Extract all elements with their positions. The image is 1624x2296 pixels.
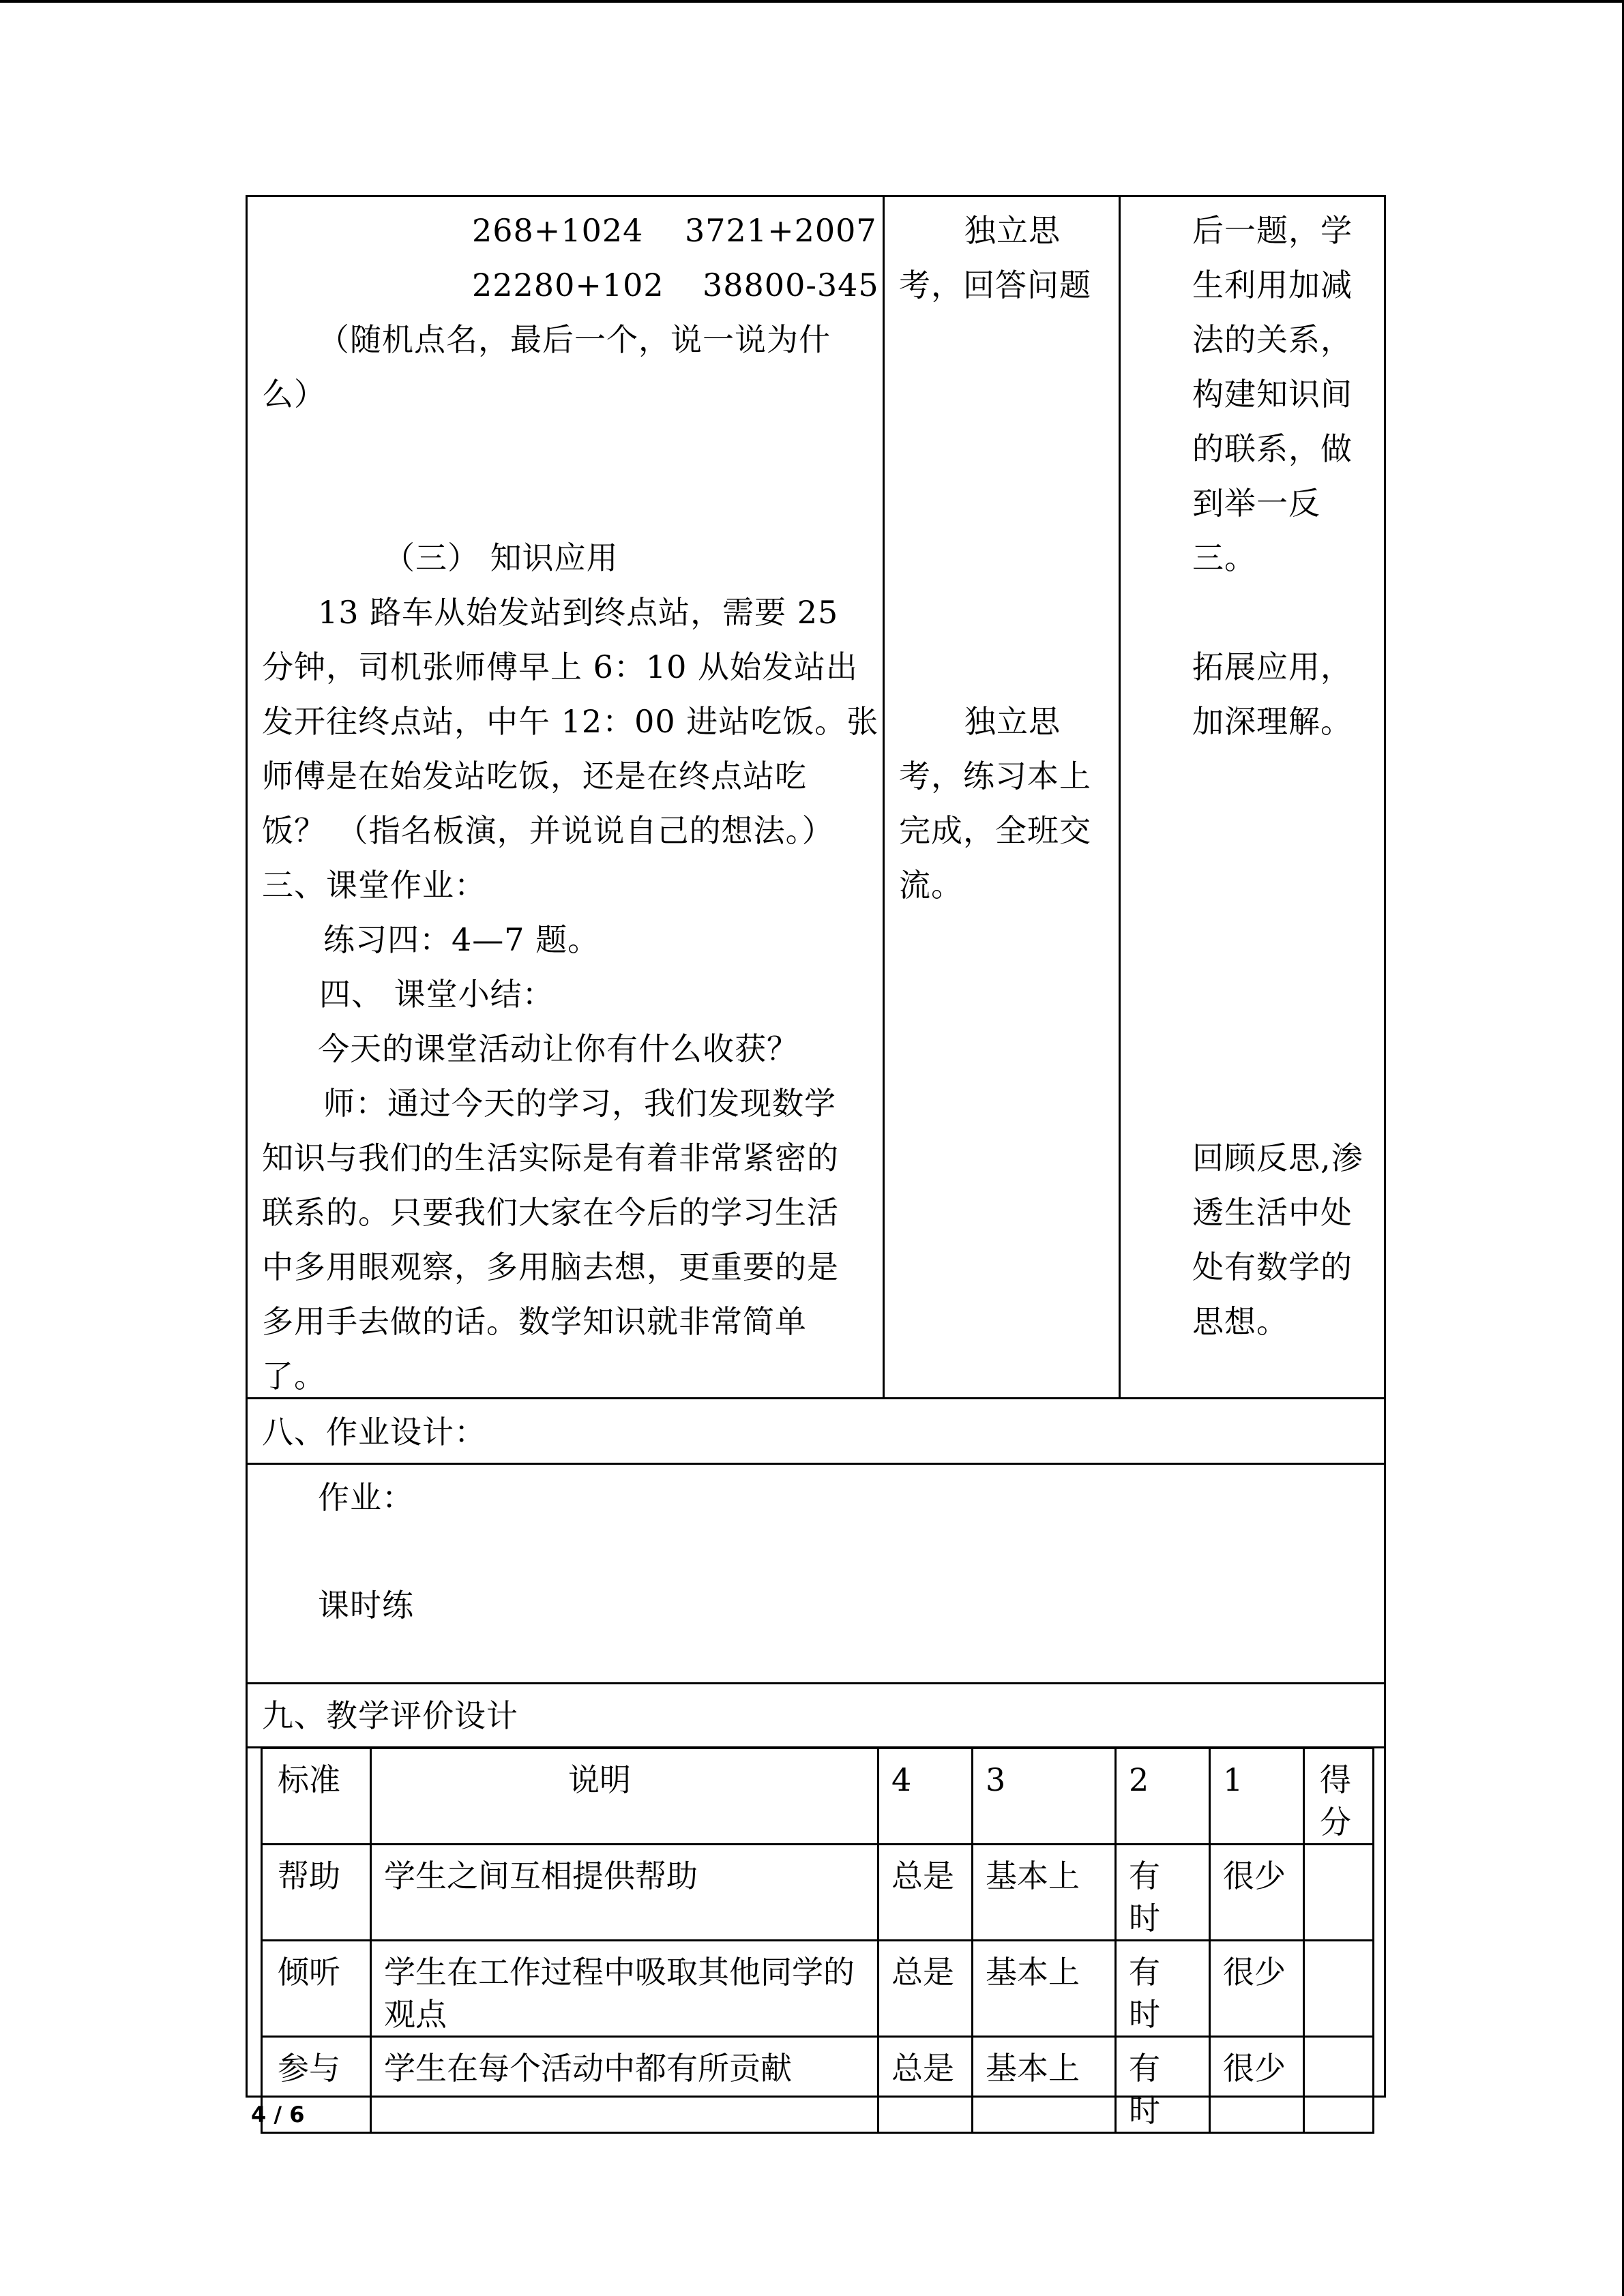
evaluation-table [261, 1747, 1374, 2134]
table-row [262, 1845, 1374, 1941]
homework-item: 练习四：4—7 题。 [323, 921, 600, 958]
level-cell: 有时 [1116, 2037, 1210, 2133]
header-score-1: 1 [1210, 1748, 1304, 1845]
header-score-4: 4 [879, 1748, 973, 1845]
student-activity-line: 考，回答问题 [899, 267, 1091, 303]
header-score-2: 2 [1116, 1748, 1210, 1845]
score-cell [1304, 1845, 1374, 1941]
row-divider-section8 [246, 1397, 1386, 1399]
table-row [262, 2037, 1374, 2133]
summary-line: 知识与我们的生活实际是有着非常紧密的 [262, 1139, 839, 1176]
level-cell: 总是 [879, 1845, 973, 1941]
exercise-2: 3721+2007 [685, 212, 877, 249]
section9-title: 九、教学评价设计 [262, 1697, 518, 1734]
design-intent-line: 后一题，学 [1192, 212, 1353, 249]
homework-heading: 三、课堂作业： [262, 867, 486, 904]
student-activity-line: 考，练习本上 [899, 758, 1091, 794]
problem-line: 师傅是在始发站吃饭，还是在终点站吃 [262, 758, 807, 794]
problem-line: 13 路车从始发站到终点站，需要 25 [318, 594, 839, 631]
student-activity-line: 独立思 [964, 703, 1061, 740]
summary-line: 联系的。只要我们大家在今后的学习生活 [262, 1194, 839, 1231]
call-instruction-line1: （随机点名，最后一个，说一说为什 [318, 321, 831, 358]
description-cell: 学生之间互相提供帮助 [371, 1845, 879, 1941]
score-cell [1304, 2037, 1374, 2133]
criterion-cell: 帮助 [262, 1845, 371, 1941]
design-intent-line: 拓展应用， [1192, 648, 1353, 685]
score-cell [1304, 1941, 1374, 2037]
evaluation-header-row [262, 1748, 1374, 1845]
criterion-cell: 倾听 [262, 1941, 371, 2037]
summary-question: 今天的课堂活动让你有什么收获？ [318, 1030, 799, 1067]
exercise-3: 22280+102 [472, 267, 664, 303]
student-activity-line: 流。 [899, 867, 963, 904]
column-divider-2 [1119, 195, 1121, 1399]
level-cell: 基本上 [973, 2037, 1116, 2133]
design-intent-line: 透生活中处 [1192, 1194, 1353, 1231]
level-cell: 总是 [879, 1941, 973, 2037]
summary-line: 中多用眼观察，多用脑去想，更重要的是 [262, 1249, 839, 1285]
problem-line: 分钟，司机张师傅早上 6：10 从始发站出 [262, 648, 859, 685]
problem-line: 发开往终点站，中午 12：00 进站吃饭。张 [262, 703, 879, 740]
level-cell: 基本上 [973, 1845, 1116, 1941]
row-divider-section8-content [246, 1463, 1386, 1465]
level-cell: 有时 [1116, 1845, 1210, 1941]
design-intent-line: 处有数学的 [1192, 1249, 1353, 1285]
header-score-3: 3 [973, 1748, 1116, 1845]
level-cell: 基本上 [973, 1941, 1116, 2037]
design-intent-line: 思想。 [1192, 1303, 1288, 1340]
section8-title: 八、作业设计： [262, 1414, 486, 1450]
summary-line: 多用手去做的话。数学知识就非常简单 [262, 1303, 807, 1340]
design-intent-line: 构建知识间 [1192, 376, 1353, 413]
student-activity-line: 独立思 [964, 212, 1061, 249]
row-divider-section9 [246, 1682, 1386, 1684]
exercise-1: 268+1024 [472, 212, 644, 249]
description-cell: 学生在工作过程中吸取其他同学的观点 [371, 1941, 879, 2037]
exercise-4: 38800-345 [703, 267, 879, 303]
level-cell: 很少 [1210, 2037, 1304, 2133]
design-intent-line: 的联系，做 [1192, 430, 1353, 467]
design-intent-line: 加深理解。 [1192, 703, 1353, 740]
description-cell: 学生在每个活动中都有所贡献 [371, 2037, 879, 2133]
table-row [262, 1941, 1374, 2037]
design-intent-line: 生利用加减 [1192, 267, 1353, 303]
level-cell: 总是 [879, 2037, 973, 2133]
level-cell: 很少 [1210, 1845, 1304, 1941]
criterion-cell: 参与 [262, 2037, 371, 2133]
header-criterion: 标准 [262, 1748, 371, 1845]
design-intent-line: 回顾反思,渗 [1192, 1139, 1363, 1176]
summary-line: 了。 [262, 1358, 326, 1395]
page-number: 4 / 6 [251, 2102, 305, 2128]
section-heading-knowledge-application: （三） 知识应用 [383, 539, 619, 576]
level-cell: 很少 [1210, 1941, 1304, 2037]
design-intent-line: 到举一反 [1192, 485, 1320, 522]
section8-content: 课时练 [318, 1587, 414, 1624]
design-intent-line: 三。 [1192, 539, 1256, 576]
section8-label: 作业： [318, 1479, 414, 1516]
header-description: 说明 [371, 1748, 879, 1845]
problem-line: 饭？ （指名板演，并说说自己的想法。） [262, 812, 834, 849]
level-cell: 有时 [1116, 1941, 1210, 2037]
student-activity-line: 完成，全班交 [899, 812, 1091, 849]
summary-line: 师：通过今天的学习，我们发现数学 [323, 1085, 836, 1122]
call-instruction-line2: 么） [262, 376, 326, 413]
header-score: 得分 [1304, 1748, 1374, 1845]
summary-heading: 四、 课堂小结： [319, 976, 555, 1013]
design-intent-line: 法的关系， [1192, 321, 1353, 358]
column-divider-1 [883, 195, 885, 1399]
